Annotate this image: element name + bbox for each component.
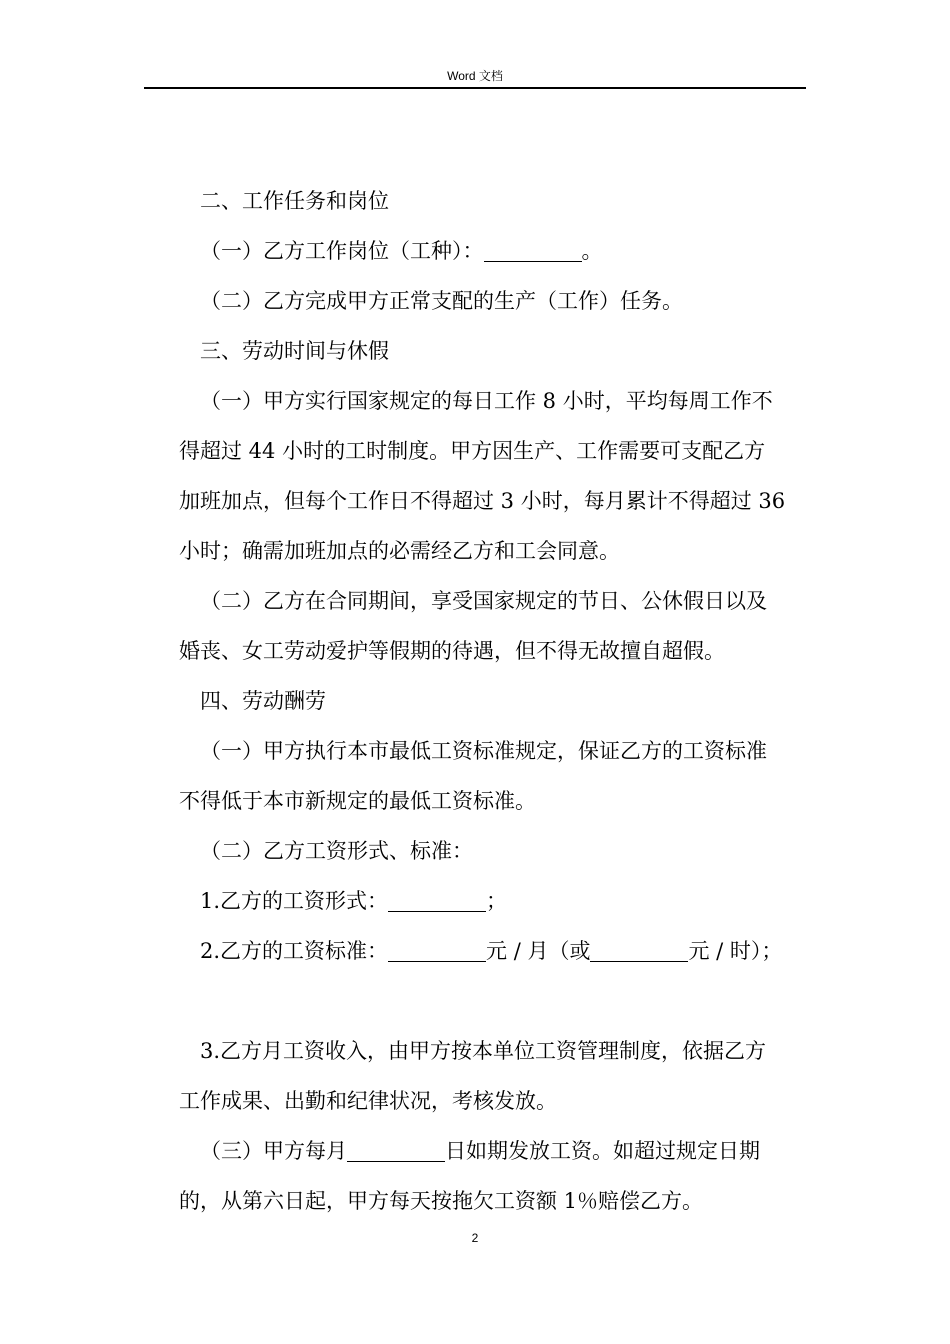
wage-form-blank bbox=[388, 889, 486, 912]
paragraph-minimum-wage-line-2: 不得低于本市新规定的最低工资标准。 bbox=[179, 789, 536, 813]
job-position-label: （一）乙方工作岗位（工种）： bbox=[200, 239, 484, 263]
section-heading-remuneration: 四、劳动酬劳 bbox=[200, 689, 326, 713]
document-body bbox=[179, 176, 809, 1226]
paragraph-holidays-line-2: 婚丧、女工劳动爱护等假期的待遇，但不得无故擅自超假。 bbox=[179, 639, 725, 663]
paragraph-monthly-income-line-2: 工作成果、出勤和纪律状况，考核发放。 bbox=[179, 1089, 557, 1113]
page-header-title: Word 文档 bbox=[447, 69, 503, 83]
wage-hourly-unit: 元 / 时）； bbox=[688, 939, 783, 963]
paragraph-wage-form-heading: （二）乙方工资形式、标准： bbox=[200, 839, 473, 863]
paragraph-monthly-income-line-1: 3.乙方月工资收入，由甲方按本单位工资管理制度，依据乙方 bbox=[200, 1039, 767, 1063]
wage-form-label: 1.乙方的工资形式： bbox=[200, 889, 389, 913]
job-position-end: 。 bbox=[581, 239, 603, 263]
paragraph-minimum-wage-line-1: （一）甲方执行本市最低工资标准规定，保证乙方的工资标准 bbox=[200, 739, 767, 763]
payday-text: 日如期发放工资。如超过规定日期 bbox=[445, 1139, 760, 1163]
header-divider bbox=[144, 87, 806, 89]
paragraph-payday-line-1 bbox=[179, 1126, 809, 1176]
wage-monthly-blank bbox=[388, 939, 486, 962]
paragraph-wage-standard bbox=[179, 926, 809, 976]
paragraph-holidays-line-1: （二）乙方在合同期间，享受国家规定的节日、公休假日以及 bbox=[200, 589, 767, 613]
wage-hourly-blank bbox=[590, 939, 688, 962]
wage-standard-label: 2.乙方的工资标准： bbox=[200, 939, 389, 963]
paragraph-working-hours-line-1: （一）甲方实行国家规定的每日工作 8 小时，平均每周工作不 bbox=[200, 389, 773, 413]
section-heading-working-time: 三、劳动时间与休假 bbox=[200, 339, 389, 363]
payday-label: （三）甲方每月 bbox=[200, 1139, 347, 1163]
section-heading-tasks: 二、工作任务和岗位 bbox=[200, 189, 389, 213]
page-number: 2 bbox=[471, 1231, 479, 1245]
wage-monthly-unit: 元 / 月（或 bbox=[486, 939, 591, 963]
paragraph-working-hours-line-2: 得超过 44 小时的工时制度。甲方因生产、工作需要可支配乙方 bbox=[179, 439, 766, 463]
paragraph-working-hours-line-4: 小时；确需加班加点的必需经乙方和工会同意。 bbox=[179, 539, 620, 563]
wage-form-end: ； bbox=[486, 889, 508, 913]
empty-line bbox=[179, 976, 809, 1026]
job-position-blank bbox=[484, 239, 582, 262]
paragraph-working-hours-line-3: 加班加点，但每个工作日不得超过 3 小时，每月累计不得超过 36 bbox=[179, 489, 786, 513]
paragraph-wage-form bbox=[179, 876, 809, 926]
paragraph-job-position bbox=[179, 226, 809, 276]
paragraph-payday-line-2: 的，从第六日起，甲方每天按拖欠工资额 1％赔偿乙方。 bbox=[179, 1189, 704, 1213]
payday-blank bbox=[347, 1139, 445, 1162]
paragraph-production-task: （二）乙方完成甲方正常支配的生产（工作）任务。 bbox=[200, 289, 683, 313]
